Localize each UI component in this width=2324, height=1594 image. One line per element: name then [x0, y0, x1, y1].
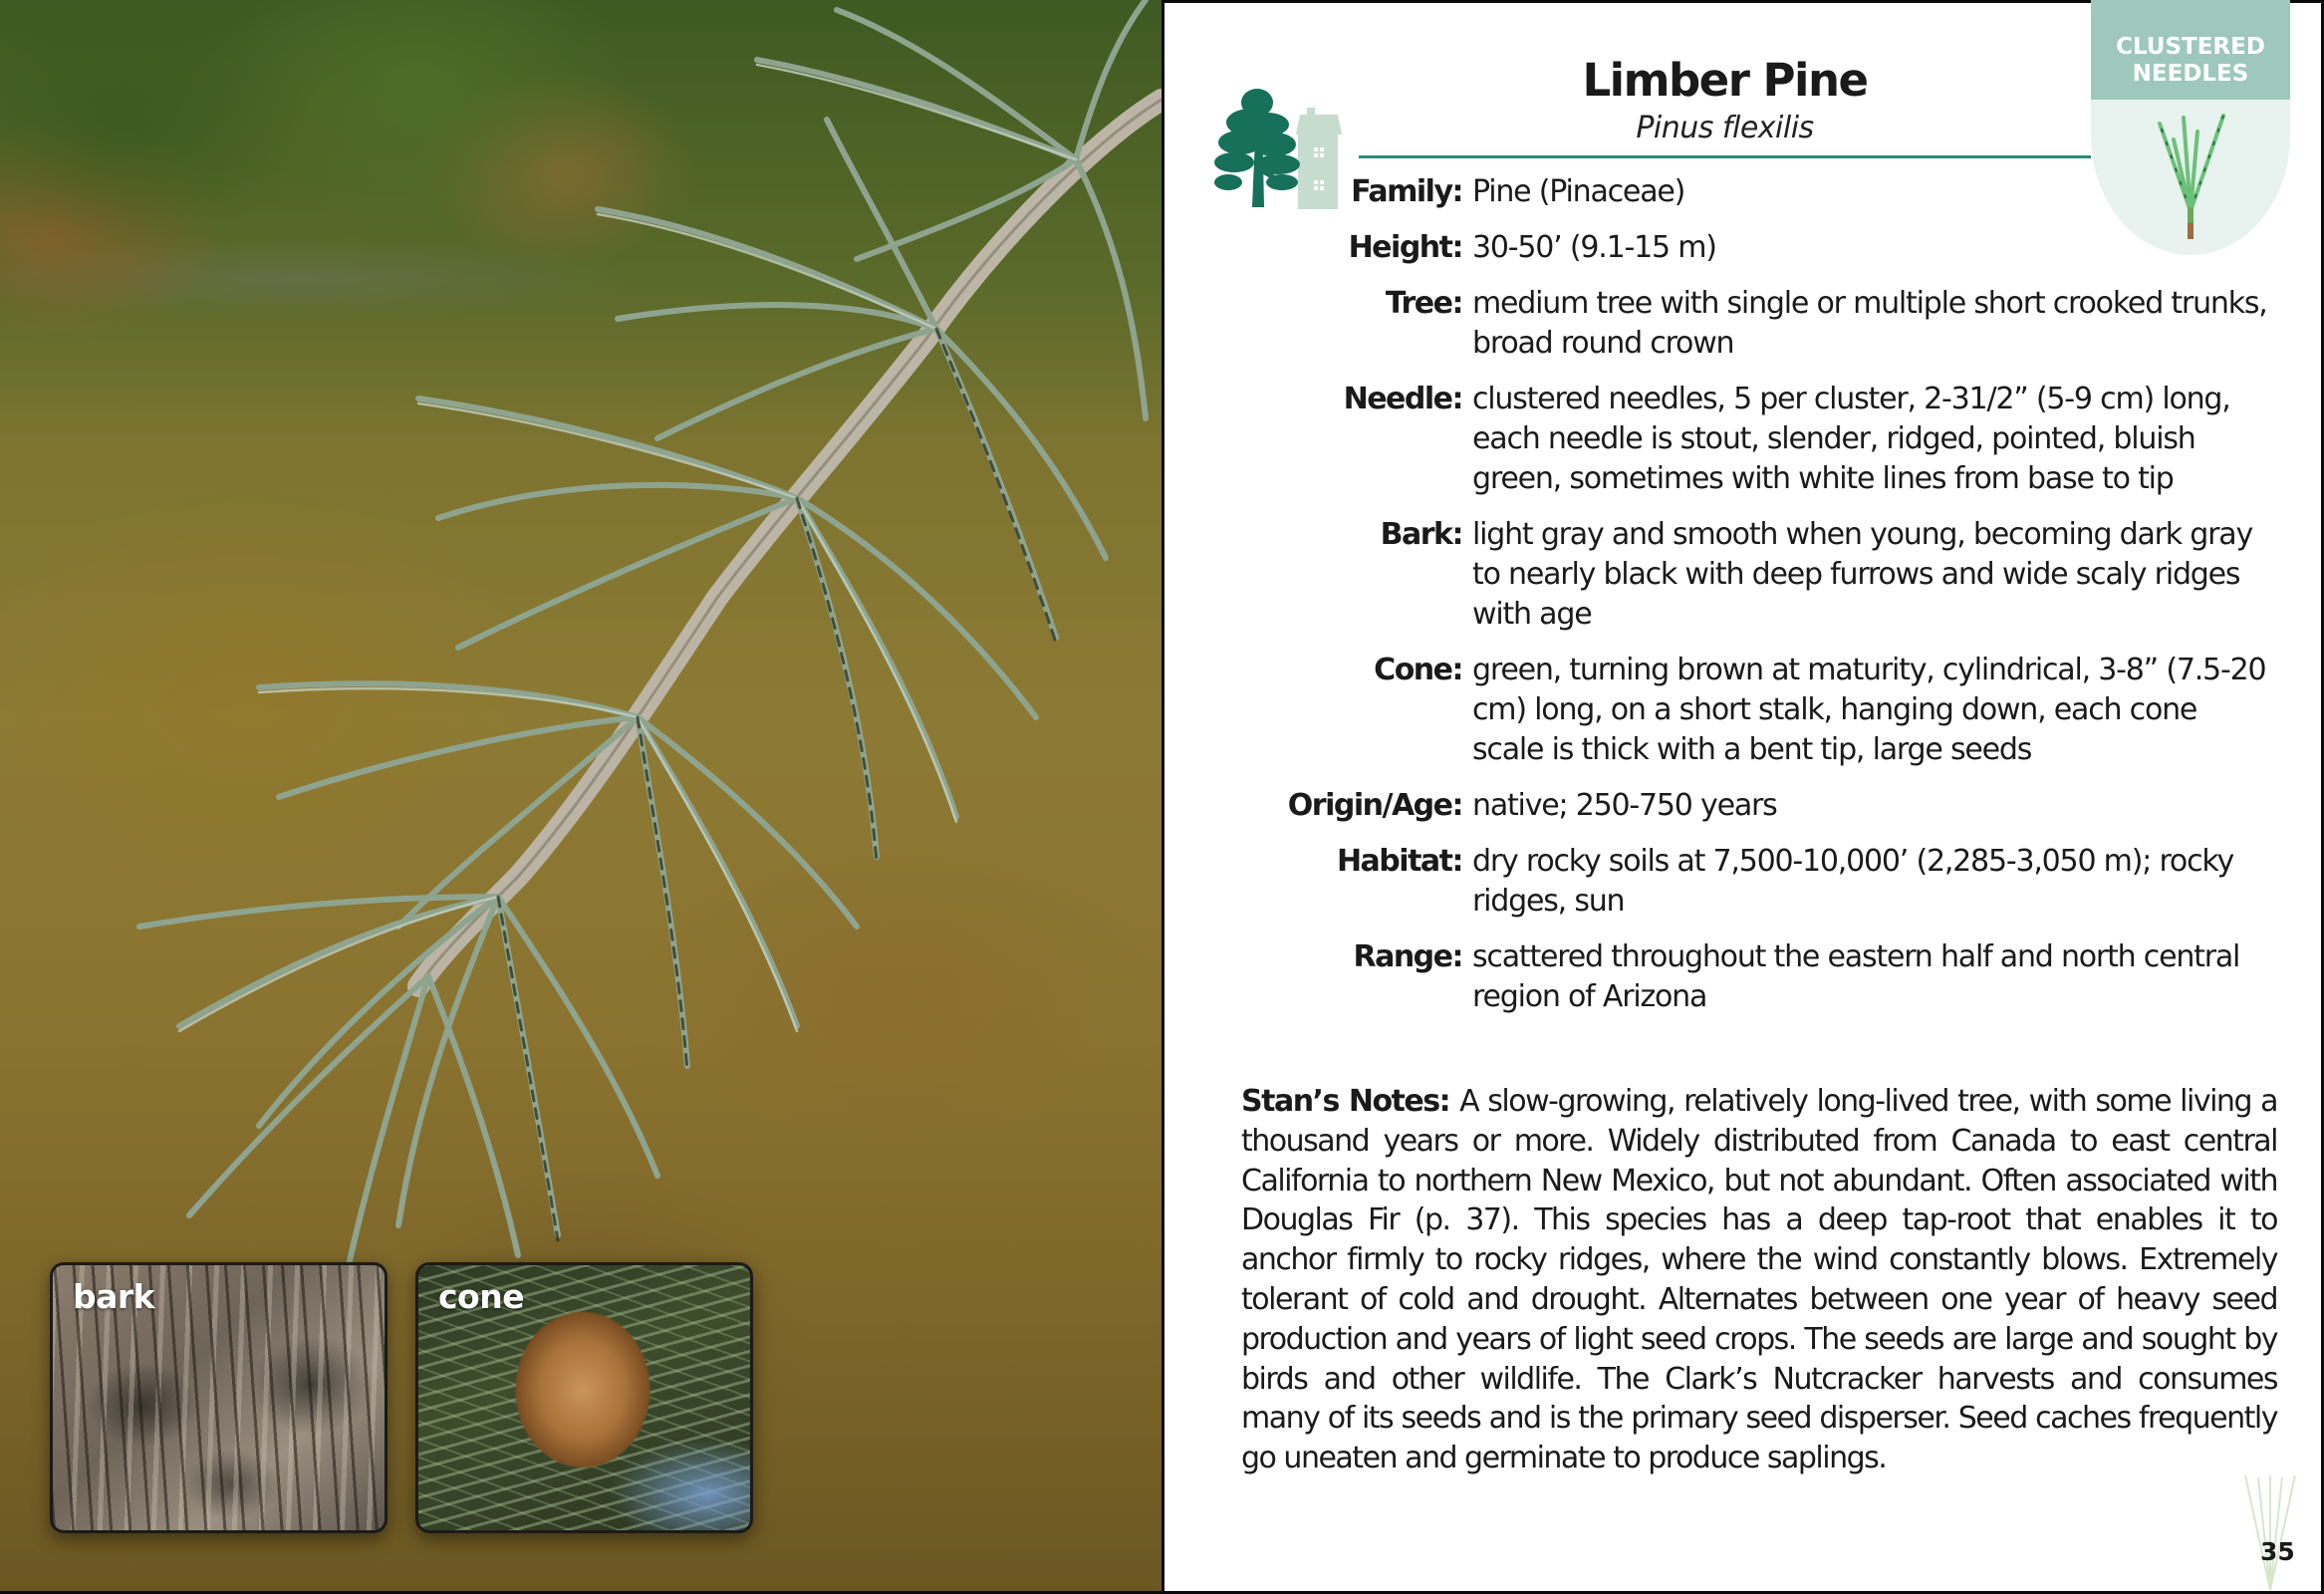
category-tab-line2: NEEDLES: [2132, 61, 2249, 87]
fact-label: Range:: [1353, 939, 1462, 974]
fact-value: scattered throughout the eastern half and north central region of Arizona: [1472, 939, 2240, 1014]
title-divider: [1359, 155, 2091, 158]
fact-bark: [1164, 515, 2270, 635]
category-tab-title: [2091, 34, 2290, 88]
needle-cluster-watermark-icon: [2240, 1475, 2300, 1590]
fact-needle: [1164, 380, 2270, 499]
species-info-page: [1164, 3, 2321, 1591]
bark-inset-photo: [50, 1262, 387, 1533]
fact-label: Cone:: [1374, 653, 1462, 687]
fact-value: dry rocky soils at 7,500-10,000’ (2,285-3,050 m); rocky ridges, sun: [1472, 844, 2234, 919]
fact-value: 30-50’ (9.1-15 m): [1472, 230, 1716, 265]
fact-label: Family:: [1351, 174, 1462, 209]
fact-origin-age: [1164, 786, 2270, 826]
fact-value: Pine (Pinaceae): [1472, 174, 1685, 209]
fact-height: [1164, 228, 2270, 268]
fact-range: [1164, 937, 2270, 1017]
fact-tree: [1164, 284, 2270, 364]
fact-label: Habitat:: [1336, 844, 1462, 879]
stans-notes: [1241, 1082, 2277, 1478]
fact-label: Needle:: [1343, 382, 1462, 416]
fact-label: Origin/Age:: [1287, 788, 1462, 823]
stans-notes-label: Stan’s Notes:: [1241, 1084, 1460, 1119]
bark-inset-label: bark: [73, 1277, 155, 1316]
fact-label: Tree:: [1385, 286, 1462, 321]
page-number: 35: [2260, 1537, 2295, 1566]
fact-family: [1164, 172, 2270, 212]
cone-inset-label: cone: [438, 1277, 525, 1316]
species-facts: [1164, 172, 2270, 1033]
fact-value: light gray and smooth when young, becoming dark gray to nearly black with deep furrows and wide scaly ridges with age: [1472, 517, 2253, 632]
fact-label: Bark:: [1380, 517, 1462, 552]
fact-cone: [1164, 651, 2270, 770]
fact-label: Height:: [1348, 230, 1462, 265]
cone-inset-photo: [415, 1262, 753, 1533]
fact-habitat: [1164, 842, 2270, 922]
category-tab-line1: CLUSTERED: [2116, 34, 2265, 60]
species-latin-name: Pinus flexilis: [1636, 111, 1814, 145]
stans-notes-text: A slow-growing, relatively long-lived tree, with some living a thousand years or more. Widely distributed from Canada to east central California to northern New Mexico, but not abundant. Often associated with Douglas Fir (p. 37). This species has a deep tap-root that enables it to anchor firmly to rocky ridges, where the wind constantly blows. Extremely tolerant of cold and drought. Alternates between one year of heavy seed production and years of light seed crops. The seeds are large and sought by birds and other wildlife. The Clark’s Nutcracker harvests and consumes many of its seeds and is the primary seed disperser. Seed caches frequently go uneaten and germinate to produce saplings.: [1241, 1084, 2277, 1476]
species-common-name: Limber Pine: [1582, 54, 1868, 107]
title-block: [1359, 53, 2091, 148]
main-photo-pine-branch: [0, 0, 1162, 1591]
fact-value: green, turning brown at maturity, cylindrical, 3-8” (7.5-20 cm) long, on a short stalk, hanging down, each cone scale is thick with a bent tip, large seeds: [1472, 653, 2266, 767]
fact-value: clustered needles, 5 per cluster, 2-31/2” (5-9 cm) long, each needle is stout, slender, ridged, pointed, bluish green, sometimes with white lines from base to tip: [1472, 382, 2230, 496]
fact-value: medium tree with single or multiple short crooked trunks, broad round crown: [1472, 286, 2267, 361]
fact-value: native; 250-750 years: [1472, 788, 1777, 823]
